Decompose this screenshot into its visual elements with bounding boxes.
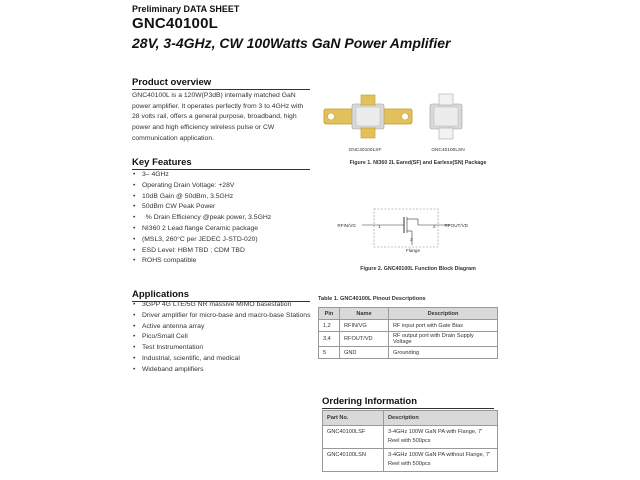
overview-heading: Product overview [132, 77, 310, 90]
package-sn-label: GNC40100LSN [431, 148, 465, 153]
application-item: • Industrial, scientific, and medical [132, 354, 312, 365]
table-cell: 3,4 [319, 332, 340, 347]
table-cell: 5 [319, 347, 340, 359]
table-row [319, 320, 498, 332]
application-item: • 3GPP 4G LTE/5G NR massive MIMO basestation [132, 300, 312, 311]
feature-item: • % Drain Efficiency @peak power, 3.5GHz [132, 213, 317, 224]
table-cell: GNC40100LSN [323, 449, 384, 472]
feature-item: • ROHS compatible [132, 256, 317, 267]
package-figure [322, 92, 472, 148]
figure2-caption: Figure 2. GNC40100L Function Block Diagram [360, 266, 476, 272]
figure1-caption: Figure 1. NI360 2L Eared(SF) and Earless(SN) Package [349, 160, 487, 166]
features-heading: Key Features [132, 157, 310, 170]
table-row [323, 426, 498, 449]
applications-list [132, 300, 312, 376]
table-cell: RFIN/VG [340, 320, 389, 332]
feature-item: • ESD Level: HBM TBD ; CDM TBD [132, 246, 317, 257]
pin3-label: 3 [410, 237, 413, 242]
table-row [319, 332, 498, 347]
application-item: • Pico/Small Cell [132, 332, 312, 343]
feature-item: • 50dBm CW Peak Power [132, 202, 317, 213]
feature-item: • 10dB Gain @ 50dBm, 3.5GHz [132, 192, 317, 203]
application-item: • Test Instrumentation [132, 343, 312, 354]
feature-item: • NI360 2 Lead flange Ceramic package [132, 224, 317, 235]
table-cell: 3-4GHz 100W GaN PA with Flange, 7' Reel with 500pcs [384, 426, 498, 449]
overview-text: GNC40100L is a 120W(P3dB) internally matched GaN power amplifier. It operates perfectly from 3 to 4GHz with 28 volts rail, offers a general purpose, broadband, high power and high efficiency wireless pulse or CW communication application. [132, 92, 304, 142]
table-cell: 1,2 [319, 320, 340, 332]
ordering-heading: Ordering Information [322, 396, 494, 409]
pin-table [318, 307, 498, 359]
application-item: • Driver amplifier for micro-base and macro-base Stations [132, 311, 312, 322]
table-cell: RF input port with Gate Bias [389, 320, 498, 332]
column-header: Pin [319, 308, 340, 320]
table-cell: Grounding [389, 347, 498, 359]
table-cell: RFOUT/VD [340, 332, 389, 347]
feature-item: • Operating Drain Voltage: +28V [132, 181, 317, 192]
column-header: Description [389, 308, 498, 320]
pin-table-title: Table 1. GNC40100L Pinout Descriptions [318, 296, 426, 302]
feature-item: • 3– 4GHz [132, 170, 317, 181]
table-cell: GNC40100LSF [323, 426, 384, 449]
application-item: • Active antenna array [132, 322, 312, 333]
table-row [323, 449, 498, 472]
part-number: GNC40100L [132, 15, 219, 32]
application-item: • Wideband amplifiers [132, 365, 312, 376]
table-cell: GND [340, 347, 389, 359]
page-title: 28V, 3-4GHz, CW 100Watts GaN Power Amplifier [132, 35, 451, 51]
ordering-table [322, 410, 498, 472]
column-header: Part No. [323, 411, 384, 426]
table-header-row [323, 411, 498, 426]
left-pin-label: RFIN/VG [337, 223, 356, 228]
applications-heading: Applications [132, 289, 310, 302]
feature-item: • (MSL3, 260°C per JEDEC J-STD-020) [132, 235, 317, 246]
table-cell: 3-4GHz 100W GaN PA without Flange, 7' Reel with 500pcs [384, 449, 498, 472]
package-sn-image [430, 94, 462, 139]
table-row [319, 347, 498, 359]
block-diagram [337, 203, 480, 255]
flange-label: Flange [406, 248, 421, 253]
table-cell: RF output port with Drain Supply Voltage [389, 332, 498, 347]
pin1-label: 1 [378, 224, 381, 229]
package-sf-image [324, 95, 412, 138]
package-sf-label: GNC40100LSF [348, 148, 382, 153]
table-header-row [319, 308, 498, 320]
column-header: Name [340, 308, 389, 320]
doc-type: Preliminary DATA SHEET [132, 4, 240, 14]
features-list [132, 170, 317, 267]
column-header: Description [384, 411, 498, 426]
pin2-label: 2 [433, 224, 436, 229]
right-pin-label: RFOUT/VD [444, 223, 468, 228]
